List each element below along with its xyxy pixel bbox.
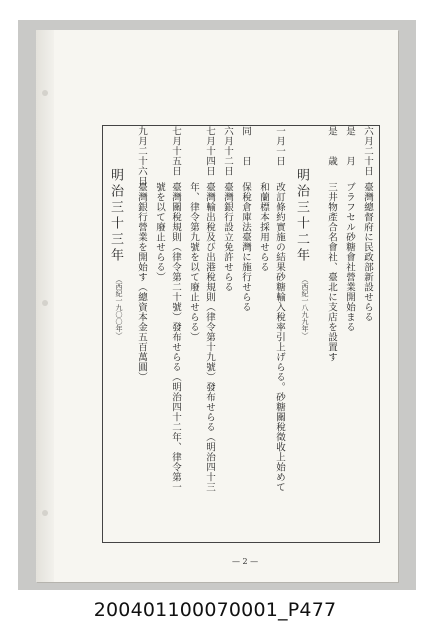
entry-text: 年、律令第九號を以て廢止せらる） xyxy=(188,182,199,342)
entry-text: 臺灣銀行營業を開始す（總資本金五百萬圓） xyxy=(136,182,147,382)
era-heading: 明治三十三年 xyxy=(108,168,123,264)
entry-date: 是 歳 xyxy=(326,126,337,166)
entry-date: 九月二十六日 xyxy=(136,126,147,186)
entry-text: 臺灣銀行設立免許せらる xyxy=(222,182,233,292)
era-note: （西紀一八九九年） xyxy=(301,276,309,339)
entry-date: 六月二十日 xyxy=(362,126,373,176)
entry-date: 七月十四日 xyxy=(204,126,215,176)
entry-text: 臺灣總督府に民政部新設せらる xyxy=(362,182,373,322)
era-note: （西紀一九〇〇年） xyxy=(115,276,123,339)
entry-date: 同 日 xyxy=(240,126,251,166)
entry-text: 改訂條約實施の結果砂糖輸入稅率引上げらる。砂糖關稅徵收上始めて xyxy=(274,182,285,492)
binding-hole xyxy=(42,510,48,516)
entry-date: 一月一日 xyxy=(274,126,285,166)
entry-text: 臺灣關稅規則（律令第二十號）發布せらる（明治四十二年、律令第一 xyxy=(170,182,181,492)
binding-hole xyxy=(42,90,48,96)
entry-text: 和蘭標本採用せらる xyxy=(258,182,269,272)
entry-text: 臺灣輸出稅及び出港稅規則（律令第十九號）發布せらる（明治四十三 xyxy=(204,182,215,492)
entry-date: 是 月 xyxy=(344,126,355,166)
entry-text: 號を以て廢止せらる） xyxy=(154,182,165,282)
binding-hole xyxy=(42,300,48,306)
image-caption: 200401100070001_P477 xyxy=(93,599,337,621)
entry-date: 六月十二日 xyxy=(222,126,233,176)
entry-text: 保稅倉庫法臺灣に施行せらる xyxy=(240,182,251,312)
entry-text: 三井物產合名會社、臺北に支店を設置す xyxy=(326,182,337,362)
binding-strip xyxy=(36,30,54,582)
page-number: — 2 — xyxy=(232,557,259,566)
document-page xyxy=(36,30,398,582)
entry-date: 七月十五日 xyxy=(170,126,181,176)
era-heading: 明治三十二年 xyxy=(294,168,309,264)
text-frame xyxy=(102,125,380,543)
entry-text: ブラフセル砂糖會社營業開始まる xyxy=(344,182,355,332)
